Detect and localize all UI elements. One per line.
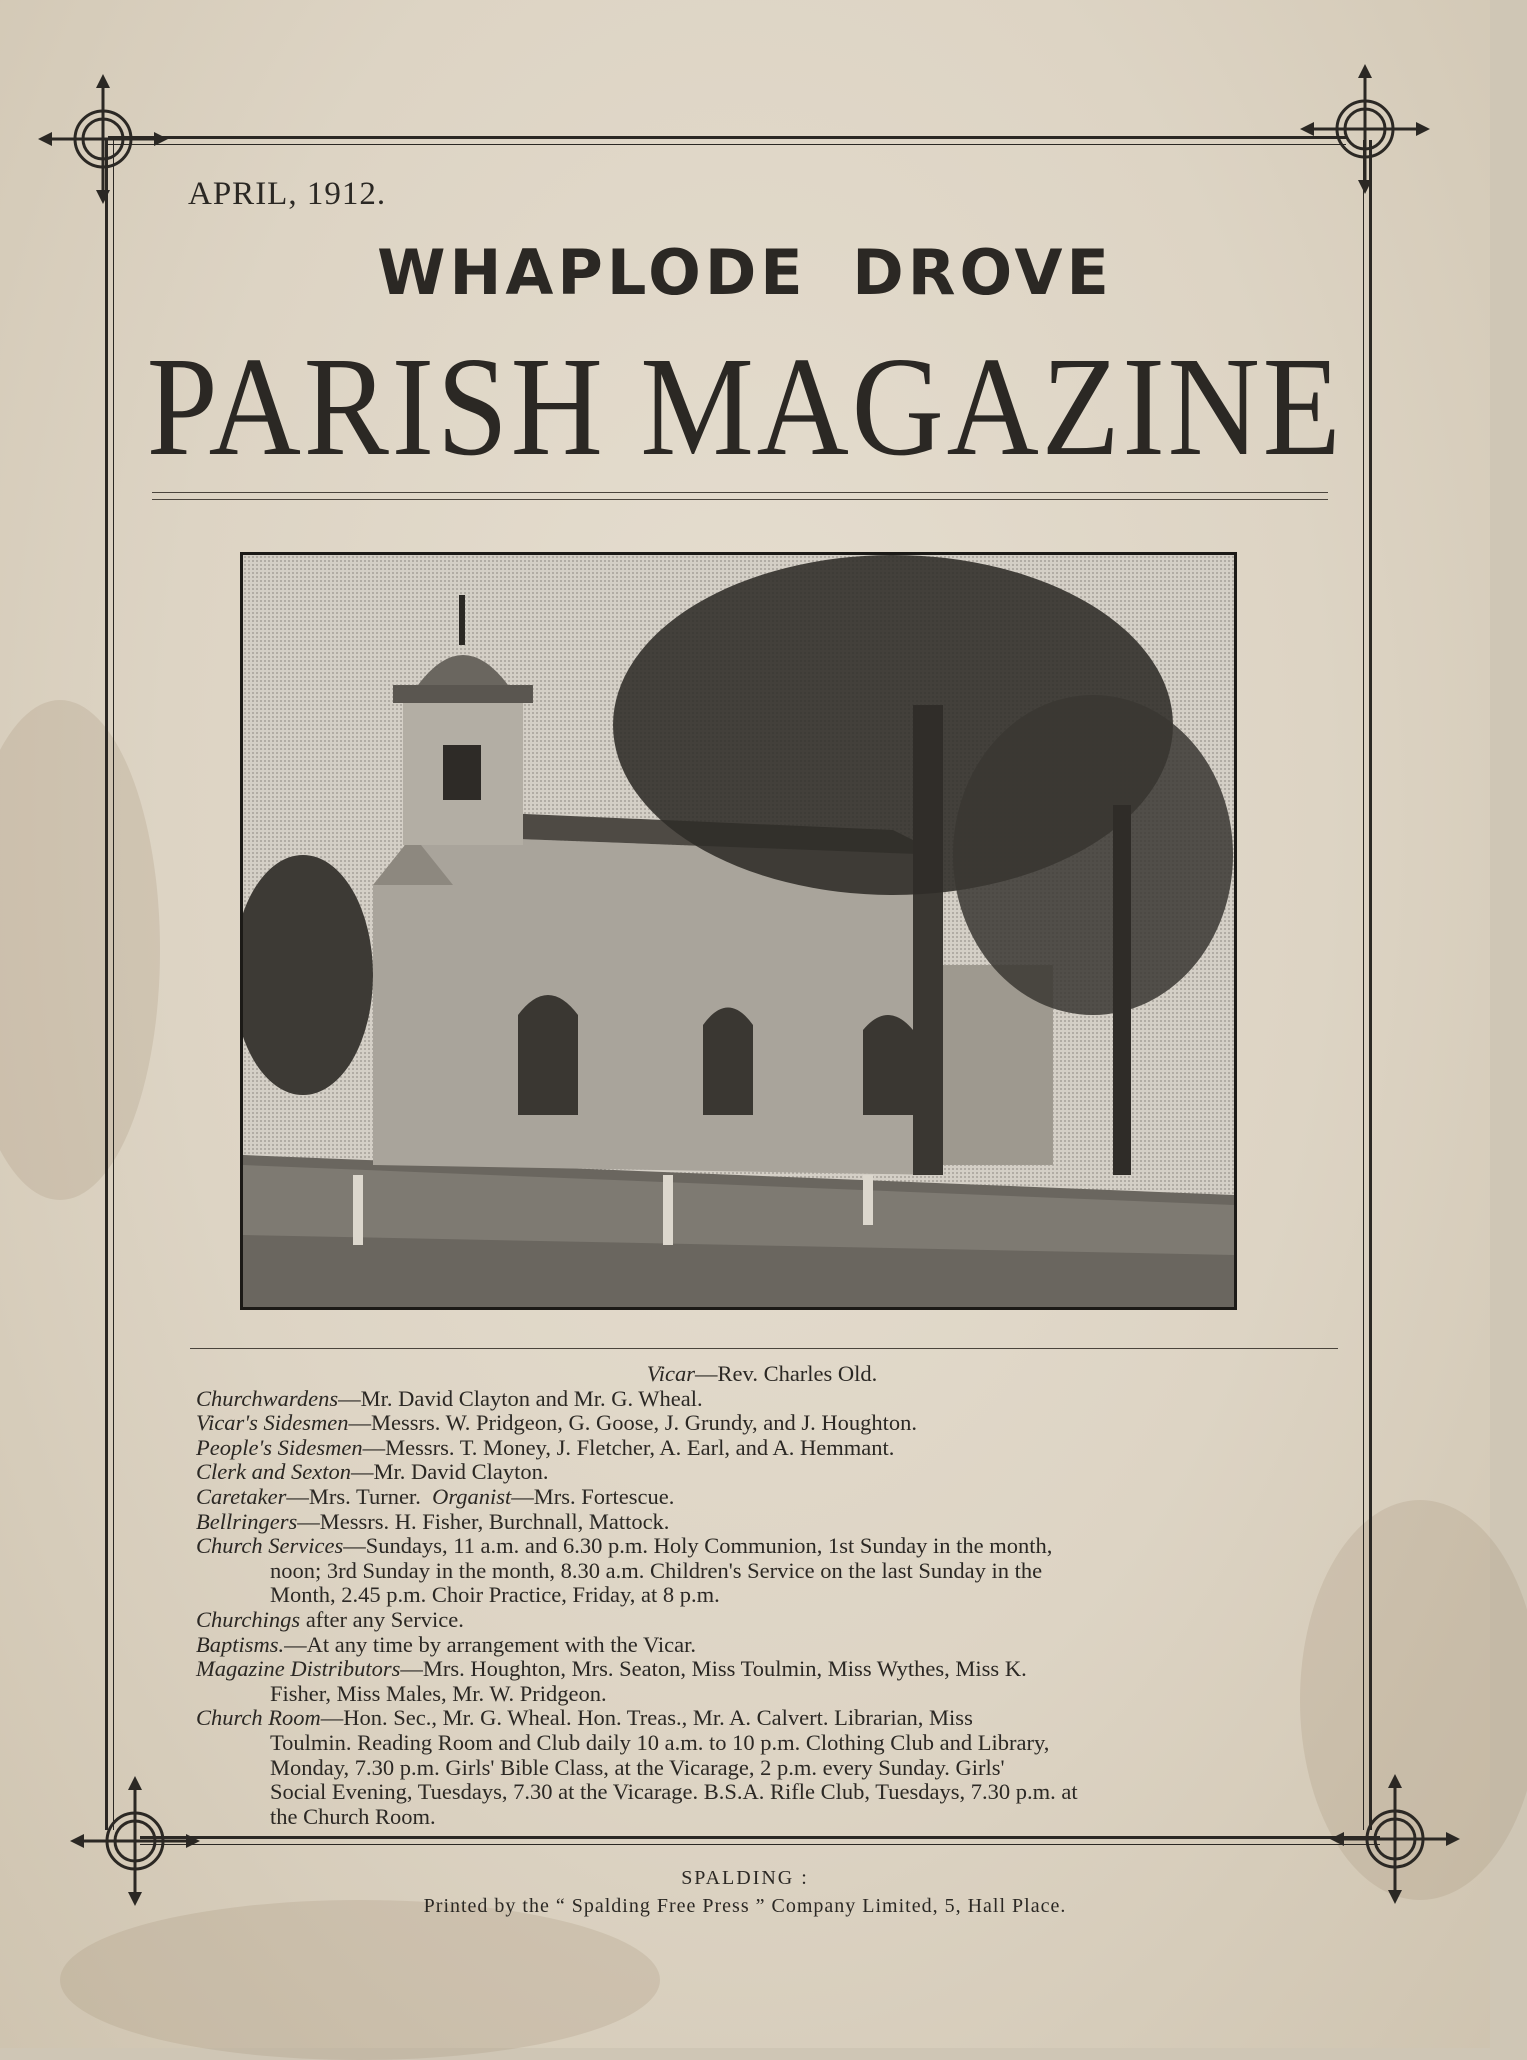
parish-information	[196, 1362, 1328, 1829]
caretaker-line: Caretaker—Mrs. Turner. Organist—Mrs. Fortescue.	[196, 1483, 675, 1509]
church-room-text-1: Hon. Sec., Mr. G. Wheal. Hon. Treas., Mr. A. Calvert. Librarian, Miss	[343, 1705, 973, 1731]
border-top	[108, 136, 1346, 139]
vicars-sidesmen-role: Vicar's Sidesmen	[196, 1410, 349, 1436]
corner-cross-ornament-top-left	[38, 74, 168, 204]
services-line-2: noon; 3rd Sunday in the month, 8.30 a.m. Children's Service on the last Sunday in the	[270, 1557, 1043, 1583]
vicars-sidesmen-line: Vicar's Sidesmen—Messrs. W. Pridgeon, G. Goose, J. Grundy, and J. Houghton.	[196, 1410, 918, 1436]
border-bottom	[140, 1836, 1380, 1839]
organist-text: Mrs. Fortescue.	[533, 1483, 675, 1509]
bellringers-line: Bellringers—Messrs. H. Fisher, Burchnall, Mattock.	[196, 1508, 670, 1534]
section-rule	[190, 1348, 1338, 1349]
clerk-role: Clerk and Sexton	[196, 1459, 351, 1485]
masthead-title: PARISH MAGAZINE	[146, 327, 1344, 485]
peoples-sidesmen-line: People's Sidesmen—Messrs. T. Money, J. Fletcher, A. Earl, and A. Hemmant.	[196, 1434, 895, 1460]
border-top-inner	[108, 144, 1346, 145]
organist-role: Organist	[432, 1483, 512, 1509]
header-rule	[152, 492, 1328, 493]
distributors-line: Magazine Distributors—Mrs. Houghton, Mrs. Seaton, Miss Toulmin, Miss Wythes, Miss K.	[196, 1656, 1027, 1682]
distributors-text-1: Mrs. Houghton, Mrs. Seaton, Miss Toulmin, Miss Wythes, Miss K.	[422, 1656, 1027, 1682]
baptisms-text: At any time by arrangement with the Vicar.	[306, 1631, 697, 1657]
services-line: Church Services—Sundays, 11 a.m. and 6.30 p.m. Holy Communion, 1st Sunday in the month,	[196, 1533, 1053, 1559]
border-bottom-inner	[140, 1844, 1380, 1845]
clerk-text: Mr. David Clayton.	[373, 1459, 549, 1485]
peoples-sidesmen-role: People's Sidesmen	[196, 1434, 363, 1460]
distributors-line-2: Fisher, Miss Males, Mr. W. Pridgeon.	[270, 1680, 607, 1706]
services-line-3: Month, 2.45 p.m. Choir Practice, Friday, at 8 p.m.	[270, 1582, 720, 1608]
churchings-line	[196, 1608, 1328, 1633]
caretaker-text: Mrs. Turner.	[308, 1483, 421, 1509]
church-room-line-3: Monday, 7.30 p.m. Girls' Bible Class, at the Vicarage, 2 p.m. every Sunday. Girls'	[270, 1754, 1005, 1780]
footer-place: SPALDING :	[681, 1867, 809, 1889]
masthead-parish-name: WHAPLODE DROVE	[377, 236, 1113, 309]
vicar-name: Rev. Charles Old.	[717, 1361, 878, 1386]
header-rule	[152, 499, 1328, 500]
church-room-line-2: Toulmin. Reading Room and Club daily 10 a.m. to 10 p.m. Clothing Club and Library,	[270, 1729, 1050, 1755]
corner-cross-ornament-top-right	[1300, 64, 1430, 194]
churchwardens-role: Churchwardens	[196, 1385, 339, 1411]
churchwardens-line: Churchwardens—Mr. David Clayton and Mr. G. Wheal.	[196, 1385, 703, 1411]
clerk-line: Clerk and Sexton—Mr. David Clayton.	[196, 1459, 549, 1485]
church-room-line-4: Social Evening, Tuesdays, 7.30 at the Vicarage. B.S.A. Rifle Club, Tuesdays, 7.30 p.m. at	[270, 1779, 1078, 1805]
church-illustration	[243, 555, 1234, 1307]
peoples-sidesmen-text: Messrs. T. Money, J. Fletcher, A. Earl, and A. Hemmant.	[385, 1434, 895, 1460]
vicars-sidesmen-text: Messrs. W. Pridgeon, G. Goose, J. Grundy, and J. Houghton.	[371, 1410, 918, 1436]
church-room-role: Church Room	[196, 1705, 321, 1731]
vicar-line: Vicar—Rev. Charles Old.	[646, 1361, 878, 1386]
churchings-text: after any Service.	[305, 1606, 464, 1632]
baptisms-line: Baptisms.—At any time by arrangement with the Vicar.	[196, 1631, 697, 1657]
vicar-role: Vicar	[646, 1361, 696, 1386]
church-photograph	[240, 552, 1237, 1310]
caretaker-role: Caretaker	[196, 1483, 287, 1509]
footer-printer: Printed by the “ Spalding Free Press ” Company Limited, 5, Hall Place.	[423, 1895, 1067, 1917]
baptisms-role: Baptisms.	[196, 1631, 285, 1657]
services-text-1: Sundays, 11 a.m. and 6.30 p.m. Holy Communion, 1st Sunday in the month,	[365, 1533, 1053, 1559]
services-role: Church Services	[196, 1533, 344, 1559]
church-room-line-5: the Church Room.	[270, 1803, 436, 1829]
paper-stain	[60, 1900, 660, 2060]
bellringers-role: Bellringers	[196, 1508, 298, 1534]
issue-date: APRIL, 1912.	[188, 176, 387, 212]
bellringers-text: Messrs. H. Fisher, Burchnall, Mattock.	[319, 1508, 670, 1534]
churchwardens-text: Mr. David Clayton and Mr. G. Wheal.	[360, 1385, 703, 1411]
paper-stain	[0, 700, 160, 1200]
churchings-role: Churchings	[196, 1606, 301, 1632]
distributors-role: Magazine Distributors	[196, 1656, 401, 1682]
church-room-line: Church Room—Hon. Sec., Mr. G. Wheal. Hon. Treas., Mr. A. Calvert. Librarian, Miss	[196, 1705, 973, 1731]
